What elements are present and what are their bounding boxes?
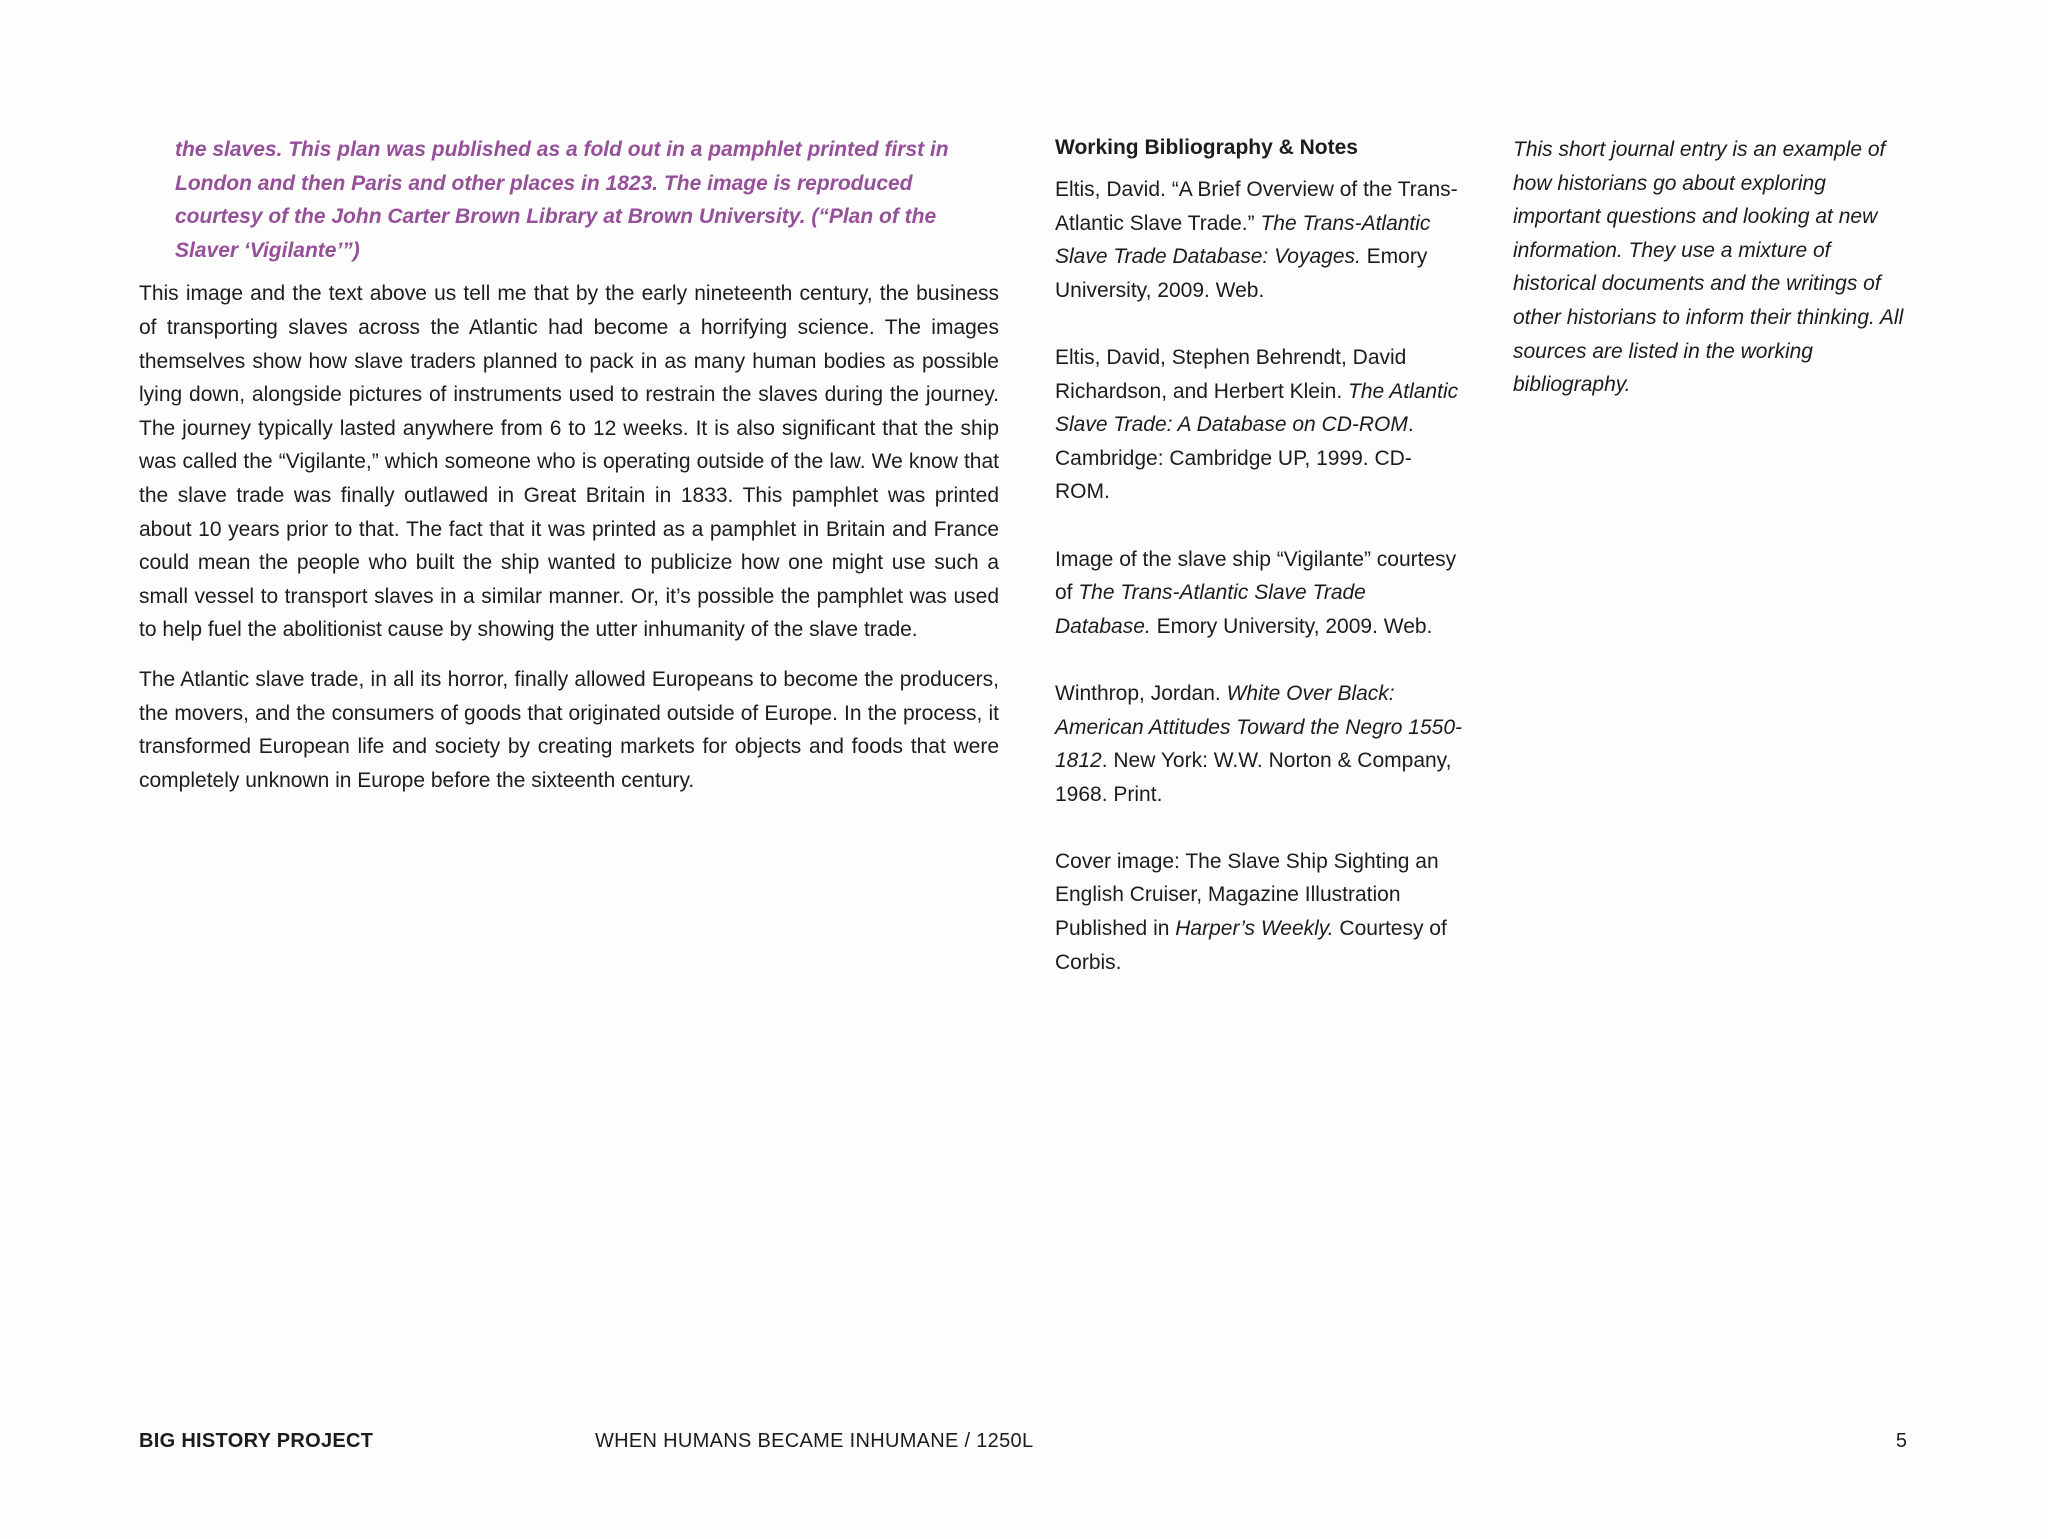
bibliography-entry [1055, 543, 1465, 644]
main-column [139, 133, 999, 813]
body-paragraph-1: This image and the text above us tell me that by the early nineteenth century, the business of transporting slaves across the Atlantic had become a horrifying science. The images themselves show how slave traders planned to pack in as many human bodies as possible lying down, alongside pictures of instruments used to restrain the slaves during the journey. The journey typically lasted anywhere from 6 to 12 weeks. It is also significant that the ship was called the “Vigilante,” which someone who is operating outside of the law. We know that the slave trade was finally outlawed in Great Britain in 1833. This pamphlet was printed about 10 years prior to that. The fact that it was printed as a pamphlet in Britain and France could mean the people who built the ship wanted to publicize how one might use such a small vessel to transport slaves in a similar manner. Or, it’s possible the pamphlet was used to help fuel the abolitionist cause by showing the utter inhumanity of the slave trade. [139, 282, 999, 642]
bib-entry-title: The Trans-Atlantic Slave Trade Database. [1055, 581, 1366, 638]
side-note-column [1513, 133, 1908, 402]
image-caption: the slaves. This plan was published as a fold out in a pamphlet printed first in London and then Paris and other places in 1823. The image is reproduced courtesy of the John Carter Brown Library at Brown University. (“Plan of the Slaver ‘Vigilante’”) [175, 138, 949, 262]
bibliography-entry [1055, 341, 1465, 509]
footer-article-title: WHEN HUMANS BECAME INHUMANE / 1250L [595, 1430, 1034, 1452]
bib-entry-text: Courtesy of Corbis. [1055, 917, 1447, 974]
bib-entry-text: . Cambridge: Cambridge UP, 1999. CD-ROM. [1055, 413, 1414, 504]
bib-entry-text: . New York: W.W. Norton & Company, 1968. Print. [1055, 749, 1452, 806]
bibliography-heading: Working Bibliography & Notes [1055, 136, 1358, 159]
body-paragraph-2: The Atlantic slave trade, in all its horror, finally allowed Europeans to become the producers, the movers, and the consumers of goods that originated outside of Europe. In the process, it transformed European life and society by creating markets for objects and foods that were completely unknown in Europe before the sixteenth century. [139, 667, 999, 792]
bib-entry-text: Image of the slave ship “Vigilante” courtesy of [1055, 547, 1457, 605]
bib-entry-title: Harper’s Weekly. [1175, 917, 1334, 941]
bib-entry-text: Winthrop, Jordan. [1055, 681, 1227, 705]
bibliography-entry [1055, 677, 1465, 811]
bibliography-entry [1055, 173, 1465, 307]
bibliography-column [1055, 133, 1465, 1013]
bib-entry-title: The Trans-Atlantic Slave Trade Database: Voyages. [1055, 211, 1431, 269]
bibliography-entry [1055, 845, 1465, 979]
bib-entry-text: Cover image: The Slave Ship Sighting an English Cruiser, Magazine Illustration Published in [1055, 849, 1439, 941]
bib-entry-text: Eltis, David, Stephen Behrendt, David Richardson, and Herbert Klein. [1055, 345, 1407, 403]
bib-entry-title: The Atlantic Slave Trade: A Database on CD-ROM [1055, 379, 1459, 437]
bib-entry-text: Emory University, 2009. Web. [1055, 245, 1428, 302]
bib-entry-title: White Over Black: American Attitudes Toward the Negro 1550-1812 [1055, 681, 1462, 773]
footer-project-name: BIG HISTORY PROJECT [139, 1430, 374, 1452]
page-number: 5 [1895, 1430, 1907, 1452]
side-note: This short journal entry is an example of how historians go about exploring important questions and looking at new information. They use a mixture of historical documents and the writings of other historians to inform their thinking. All sources are listed in the working bibliography. [1513, 138, 1904, 397]
bib-entry-text: Emory University, 2009. Web. [1150, 614, 1433, 638]
bib-entry-text: Eltis, David. “A Brief Overview of the Trans-Atlantic Slave Trade.” [1055, 178, 1458, 235]
